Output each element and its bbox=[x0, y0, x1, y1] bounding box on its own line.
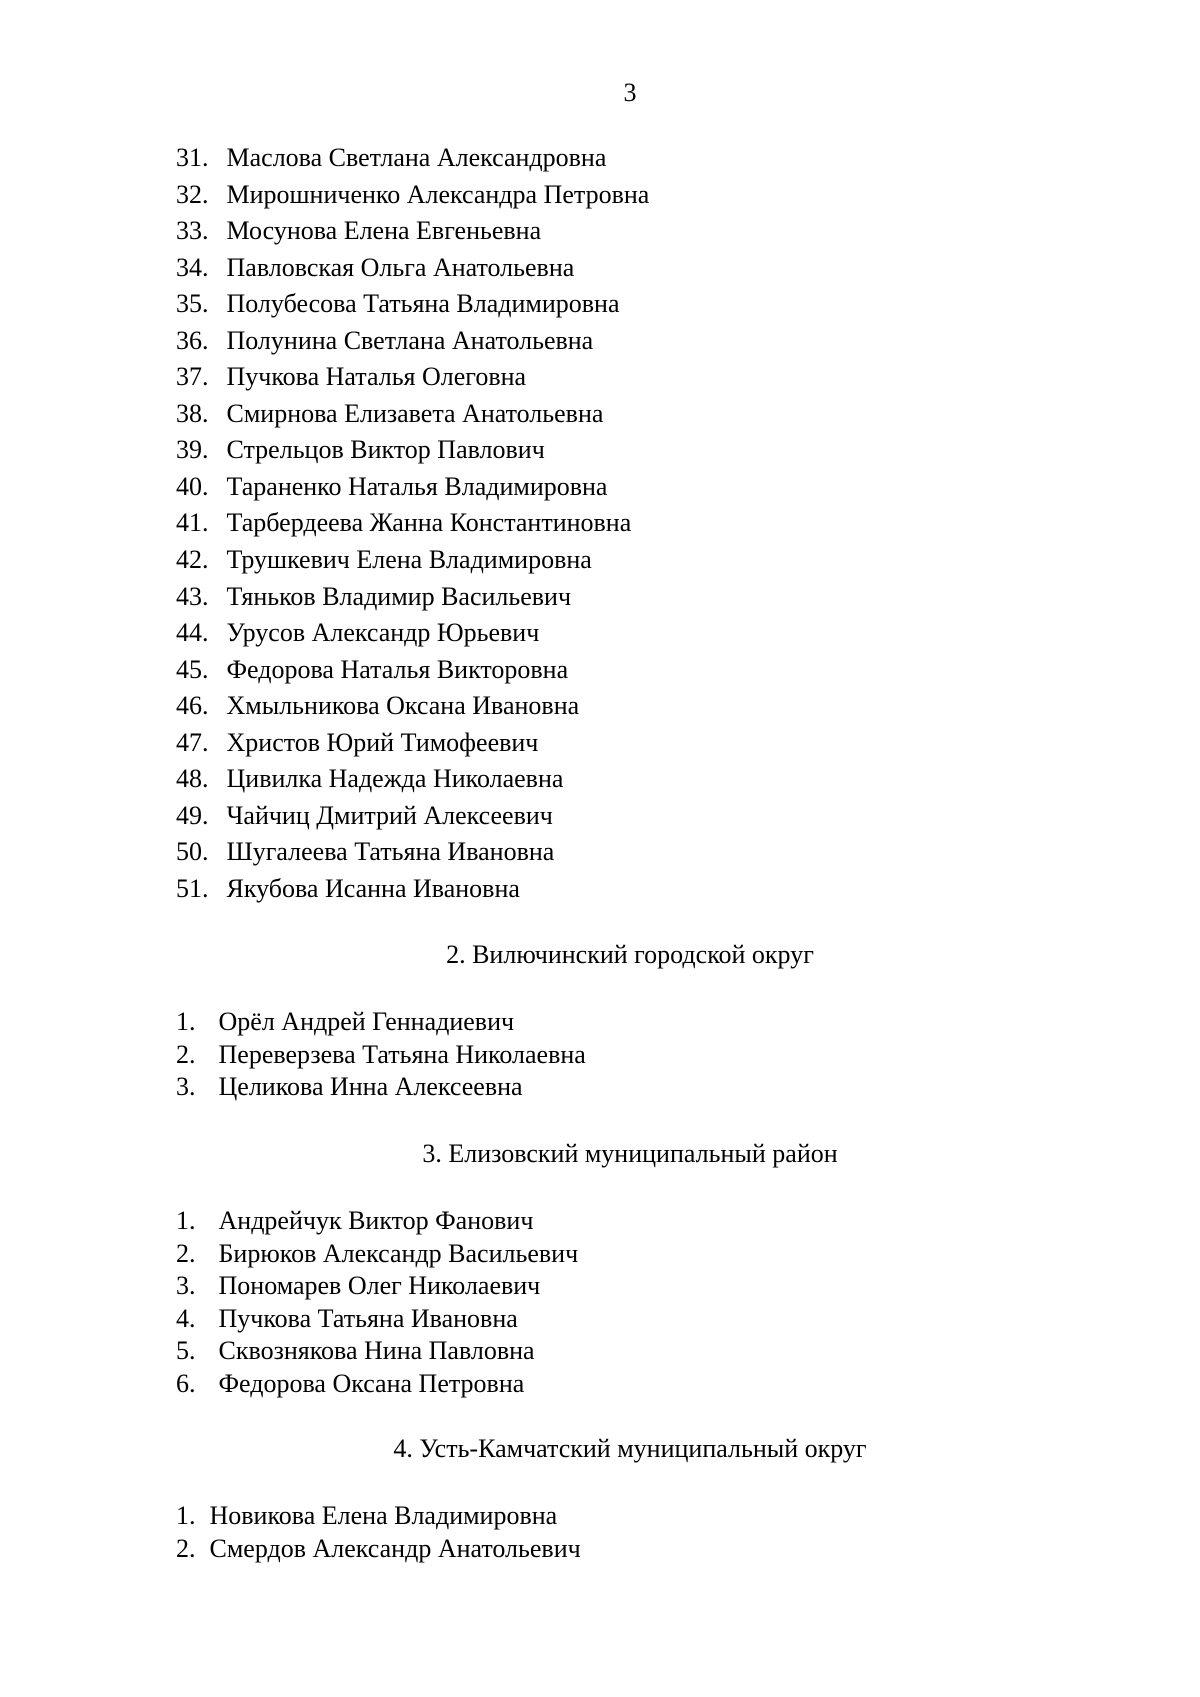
person-name: Павловская Ольга Анатольевна bbox=[226, 252, 575, 282]
item-number: 3. bbox=[176, 1072, 196, 1101]
list-item bbox=[176, 1270, 578, 1303]
item-number: 44. bbox=[176, 618, 209, 648]
list-item bbox=[176, 286, 649, 323]
list-item bbox=[176, 579, 649, 616]
item-number: 36. bbox=[176, 325, 209, 355]
item-number: 33. bbox=[176, 216, 209, 246]
list-item bbox=[176, 1368, 578, 1401]
list-item bbox=[176, 177, 649, 214]
list-item bbox=[176, 615, 649, 652]
list-item bbox=[176, 798, 649, 835]
list-item bbox=[176, 834, 649, 871]
person-name: Мосунова Елена Евгеньевна bbox=[226, 216, 542, 246]
item-number: 2. bbox=[176, 1533, 196, 1563]
list-item bbox=[176, 396, 649, 433]
list-item bbox=[176, 652, 649, 689]
page-number: 3 bbox=[623, 78, 637, 107]
section-heading-elizovsky: 3. Елизовский муниципальный район bbox=[422, 1139, 838, 1168]
item-number: 40. bbox=[176, 471, 209, 501]
item-number: 3. bbox=[176, 1271, 196, 1300]
list-item bbox=[176, 1006, 586, 1039]
list-item bbox=[176, 432, 649, 469]
item-number: 35. bbox=[176, 289, 209, 319]
item-number: 37. bbox=[176, 362, 209, 392]
list-item bbox=[176, 213, 649, 250]
item-number: 1. bbox=[176, 1501, 196, 1530]
person-name: Пономарев Олег Николаевич bbox=[218, 1271, 541, 1300]
person-name: Чайчиц Дмитрий Алексеевич bbox=[226, 800, 553, 830]
list-item bbox=[176, 505, 649, 542]
person-name: Шугалеева Татьяна Ивановна bbox=[226, 837, 555, 867]
person-name: Смердов Александр Анатольевич bbox=[209, 1533, 581, 1563]
list-item bbox=[176, 250, 649, 287]
item-number: 5. bbox=[176, 1336, 196, 1365]
item-number: 1. bbox=[176, 1007, 196, 1036]
list-item bbox=[176, 1500, 581, 1533]
item-number: 2. bbox=[176, 1238, 196, 1268]
section-heading-ust-kamchatsky: 4. Усть-Камчатский муниципальный округ bbox=[393, 1434, 867, 1463]
person-name: Полунина Светлана Анатольевна bbox=[226, 325, 594, 355]
person-name: Стрельцов Виктор Павлович bbox=[226, 435, 545, 465]
item-number: 49. bbox=[176, 800, 209, 830]
item-number: 2. bbox=[176, 1039, 196, 1069]
person-name: Бирюков Александр Васильевич bbox=[218, 1238, 579, 1268]
list-item bbox=[176, 1039, 586, 1072]
person-name: Новикова Елена Владимировна bbox=[209, 1501, 558, 1530]
person-name: Переверзева Татьяна Николаевна bbox=[218, 1039, 586, 1069]
item-number: 47. bbox=[176, 727, 209, 757]
list-item bbox=[176, 1205, 578, 1238]
list-item bbox=[176, 323, 649, 360]
person-name: Орёл Андрей Геннадиевич bbox=[218, 1007, 515, 1036]
item-number: 1. bbox=[176, 1206, 196, 1235]
person-name: Пучкова Татьяна Ивановна bbox=[218, 1303, 518, 1333]
person-name: Урусов Александр Юрьевич bbox=[226, 618, 540, 648]
person-name: Тарбердеева Жанна Константиновна bbox=[226, 508, 632, 538]
list-item bbox=[176, 1533, 581, 1566]
person-name: Андрейчук Виктор Фанович bbox=[218, 1206, 534, 1235]
item-number: 46. bbox=[176, 691, 209, 721]
list-item bbox=[176, 871, 649, 908]
item-number: 51. bbox=[176, 873, 209, 903]
list-item bbox=[176, 1303, 578, 1336]
list-item bbox=[176, 469, 649, 506]
item-number: 50. bbox=[176, 837, 209, 867]
item-number: 41. bbox=[176, 508, 209, 538]
person-name: Смирнова Елизавета Анатольевна bbox=[226, 398, 604, 428]
list-item bbox=[176, 1335, 578, 1368]
person-name: Тараненко Наталья Владимировна bbox=[226, 471, 608, 501]
section-list-ust-kamchatsky bbox=[176, 1500, 581, 1565]
person-name: Хмыльникова Оксана Ивановна bbox=[226, 691, 580, 721]
list-item bbox=[176, 359, 649, 396]
item-number: 48. bbox=[176, 764, 209, 794]
item-number: 6. bbox=[176, 1368, 196, 1398]
list-item bbox=[176, 140, 649, 177]
person-name: Тяньков Владимир Васильевич bbox=[226, 581, 572, 611]
item-number: 32. bbox=[176, 179, 209, 209]
person-name: Федорова Оксана Петровна bbox=[218, 1368, 525, 1398]
main-name-list bbox=[176, 140, 649, 907]
list-item bbox=[176, 1238, 578, 1271]
item-number: 34. bbox=[176, 252, 209, 282]
item-number: 31. bbox=[176, 143, 209, 172]
person-name: Якубова Исанна Ивановна bbox=[226, 873, 520, 903]
person-name: Трушкевич Елена Владимировна bbox=[226, 545, 592, 575]
section-heading-viluchinsky: 2. Вилючинский городской округ bbox=[446, 940, 814, 969]
section-list-elizovsky bbox=[176, 1205, 578, 1400]
list-item bbox=[176, 1071, 586, 1104]
list-item bbox=[176, 761, 649, 798]
section-list-viluchinsky bbox=[176, 1006, 586, 1104]
person-name: Христов Юрий Тимофеевич bbox=[226, 727, 539, 757]
item-number: 4. bbox=[176, 1303, 196, 1333]
item-number: 42. bbox=[176, 545, 209, 575]
person-name: Федорова Наталья Викторовна bbox=[226, 654, 569, 684]
person-name: Целикова Инна Алексеевна bbox=[218, 1072, 523, 1101]
list-item bbox=[176, 725, 649, 762]
person-name: Пучкова Наталья Олеговна bbox=[226, 362, 527, 392]
item-number: 45. bbox=[176, 654, 209, 684]
person-name: Полубесова Татьяна Владимировна bbox=[226, 289, 620, 319]
person-name: Цивилка Надежда Николаевна bbox=[226, 764, 564, 794]
person-name: Маслова Светлана Александровна bbox=[226, 143, 607, 172]
item-number: 38. bbox=[176, 398, 209, 428]
list-item bbox=[176, 688, 649, 725]
person-name: Сквознякова Нина Павловна bbox=[218, 1336, 535, 1365]
list-item bbox=[176, 542, 649, 579]
item-number: 39. bbox=[176, 435, 209, 465]
person-name: Мирошниченко Александра Петровна bbox=[226, 179, 650, 209]
item-number: 43. bbox=[176, 581, 209, 611]
